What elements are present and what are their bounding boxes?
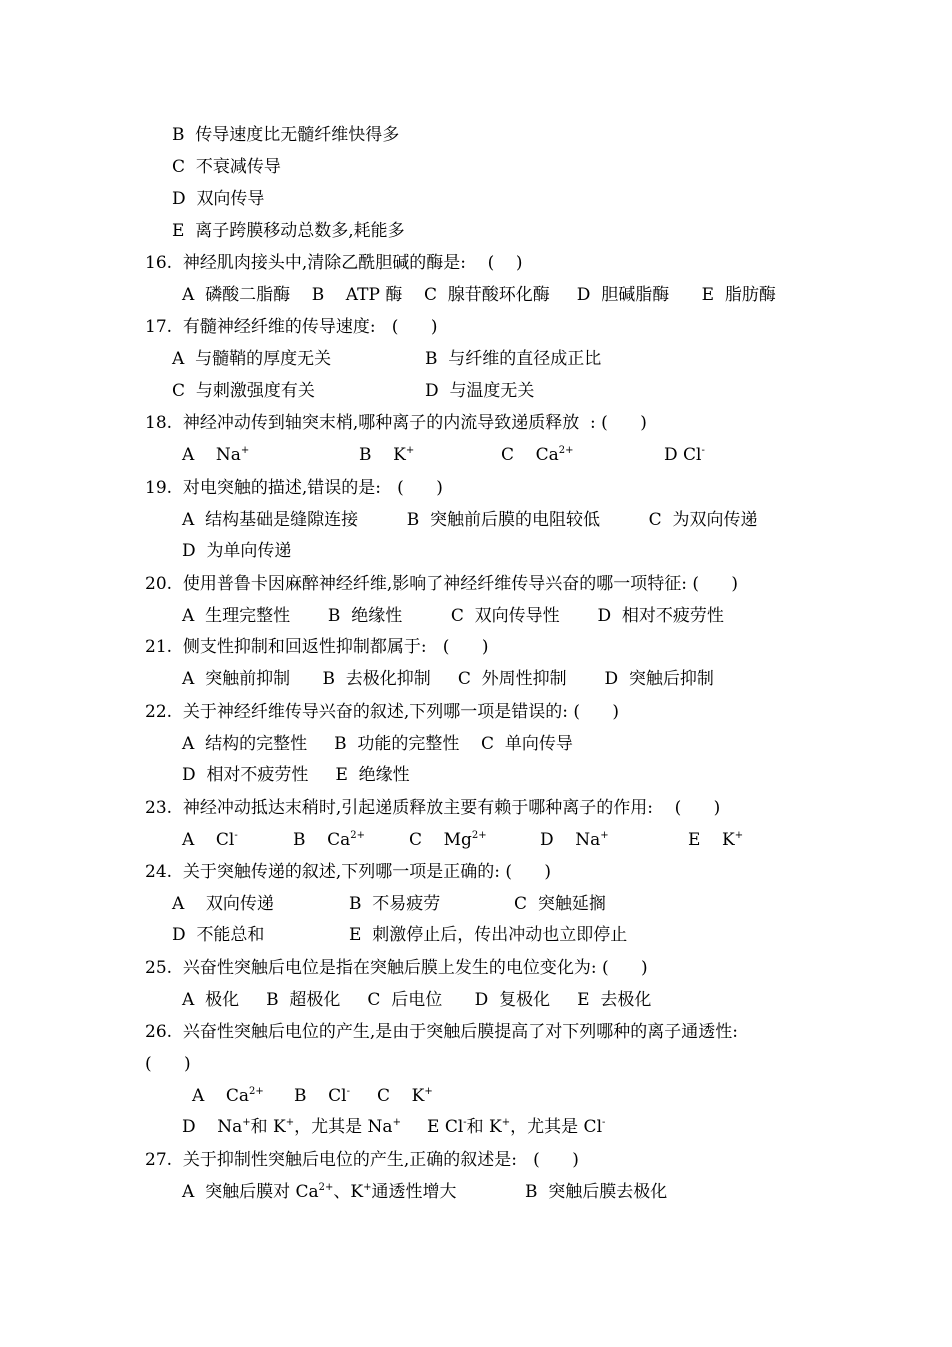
q24-option-a: A 双向传递 [172, 894, 274, 914]
q21-options: A 突触前抑制 B 去极化抑制 C 外周性抑制 D 突触后抑制 [182, 669, 714, 689]
q15-option-d: D 双向传导 [172, 189, 265, 209]
q25-options: A 极化 B 超极化 C 后电位 D 复极化 E 去极化 [182, 990, 652, 1010]
q16-options: A 磷酸二脂酶 B ATP 酶 C 腺苷酸环化酶 D 胆碱脂酶 E 脂肪酶 [182, 285, 776, 305]
q18-option-d: D Cl- [664, 445, 705, 465]
q24-option-b: B 不易疲劳 [349, 894, 441, 914]
q27-option-a: A 突触后膜对 $Ca^{2+}$、K+通透性增大 [182, 1182, 457, 1202]
q23-stem: 23. 神经冲动抵达末稍时,引起递质释放主要有赖于哪种离子的作用: ( ) [145, 798, 721, 818]
q24-option-e: E 刺激停止后，传出冲动也立即停止 [349, 925, 628, 945]
q17-option-a: A 与髓鞘的厚度无关 [172, 349, 332, 369]
q26-stem: 26. 兴奋性突触后电位的产生,是由于突触后膜提高了对下列哪种的离子通透性: [145, 1022, 738, 1042]
q26-option-e: E Cl-和 K+，尤其是 Cl- [427, 1117, 606, 1137]
q18-option-a: A Na+ [182, 445, 250, 465]
q23-option-d: D Na+ [540, 830, 609, 850]
q26-option-b: B Cl- [294, 1086, 350, 1106]
q26-stem-bracket: ( ) [145, 1054, 191, 1074]
q17-option-b: B 与纤维的直径成正比 [425, 349, 602, 369]
q15-option-b: B 传导速度比无髓纤维快得多 [172, 125, 400, 145]
q24-option-d: D 不能总和 [172, 925, 265, 945]
q24-option-c: C 突触延搁 [514, 894, 606, 914]
q24-stem: 24. 关于突触传递的叙述,下列哪一项是正确的: ( ) [145, 862, 552, 882]
q20-options: A 生理完整性 B 绝缘性 C 双向传导性 D 相对不疲劳性 [182, 606, 724, 626]
q18-option-b: B K+ [359, 445, 415, 465]
q26-option-c: C K+ [377, 1086, 433, 1106]
q18-stem: 18. 神经冲动传到轴突末梢,哪种离子的内流导致递质释放 : ( ) [145, 413, 647, 433]
q17-option-d: D 与温度无关 [425, 381, 535, 401]
q19-stem: 19. 对电突触的描述,错误的是: ( ) [145, 478, 443, 498]
q25-stem: 25. 兴奋性突触后电位是指在突触后膜上发生的电位变化为: ( ) [145, 958, 648, 978]
q22-options-row1: A 结构的完整性 B 功能的完整性 C 单向传导 [182, 734, 573, 754]
q22-stem: 22. 关于神经纤维传导兴奋的叙述,下列哪一项是错误的: ( ) [145, 702, 620, 722]
q20-stem: 20. 使用普鲁卡因麻醉神经纤维,影响了神经纤维传导兴奋的哪一项特征: ( ) [145, 574, 739, 594]
q18-option-c: C $Ca^{2+}$ [501, 445, 574, 465]
q21-stem: 21. 侧支性抑制和回返性抑制都属于: ( ) [145, 637, 489, 657]
q27-stem: 27. 关于抑制性突触后电位的产生,正确的叙述是: ( ) [145, 1150, 579, 1170]
q19-option-d: D 为单向传递 [182, 541, 292, 561]
q23-option-e: E K+ [688, 830, 744, 850]
q23-option-c: C $Mg^{2+}$ [409, 830, 487, 850]
q19-options: A 结构基础是缝隙连接 B 突触前后膜的电阻较低 C 为双向传递 [182, 510, 758, 530]
q27-option-b: B 突触后膜去极化 [525, 1182, 668, 1202]
q22-options-row2: D 相对不疲劳性 E 绝缘性 [182, 765, 410, 785]
q26-option-d: D Na+和 K+，尤其是 Na+ [182, 1117, 401, 1137]
q26-option-a: A $Ca^{2+}$ [192, 1086, 264, 1106]
q17-option-c: C 与刺激强度有关 [172, 381, 315, 401]
q15-option-c: C 不衰减传导 [172, 157, 281, 177]
q16-stem: 16. 神经肌肉接头中,清除乙酰胆碱的酶是: ( ) [145, 253, 523, 273]
q23-option-a: A Cl- [182, 830, 238, 850]
q23-option-b: B $Ca^{2+}$ [293, 830, 366, 850]
q17-stem: 17. 有髓神经纤维的传导速度: ( ) [145, 317, 438, 337]
q15-option-e: E 离子跨膜移动总数多,耗能多 [172, 221, 405, 241]
